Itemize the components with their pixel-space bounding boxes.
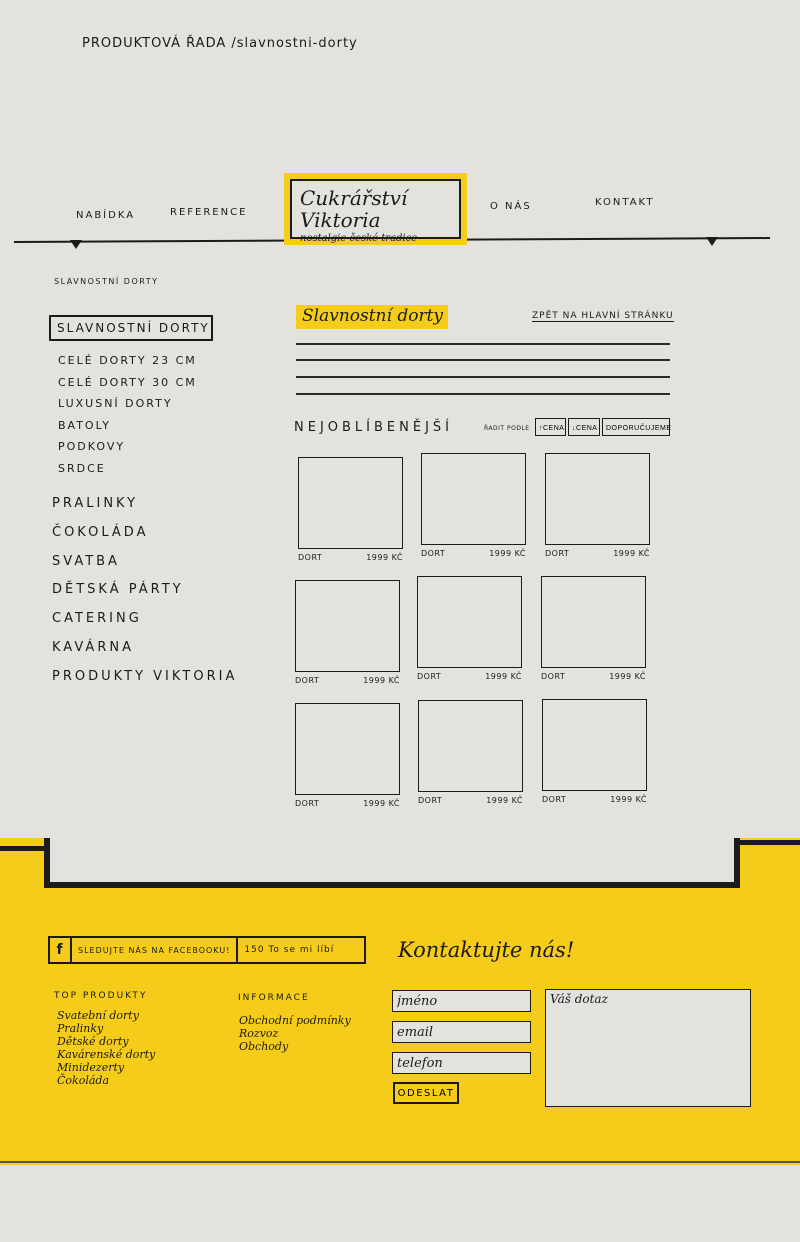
nav-item-reference[interactable]: REFERENCE [170, 207, 248, 218]
text-placeholder-line [296, 359, 670, 361]
sidebar-item[interactable]: PRALINKY [52, 496, 139, 511]
contact-title: Kontaktujte nás! [398, 938, 575, 962]
product-name: DORT [541, 672, 566, 681]
nav-item-kontakt[interactable]: KONTAKT [595, 197, 655, 208]
product-name: DORT [417, 672, 442, 681]
product-image [541, 576, 646, 668]
footer-link[interactable]: Pralinky [57, 1022, 104, 1035]
sidebar-item[interactable]: ČOKOLÁDA [52, 524, 149, 540]
nav-item-nabidka[interactable]: NABÍDKA [76, 210, 136, 221]
product-price: 1999 KČ [489, 549, 526, 558]
product-name: DORT [421, 549, 446, 558]
phone-field[interactable] [392, 1052, 531, 1074]
sidebar-subitem[interactable]: BATOLY [58, 418, 111, 432]
product-card[interactable] [421, 453, 526, 558]
page-label: PRODUKTOVÁ ŘADA /slavnostni-dorty [82, 36, 358, 51]
product-card[interactable] [295, 580, 400, 685]
footer-link[interactable]: Obchodní podmínky [239, 1014, 351, 1027]
logo-title: Cukrářství Viktoria [300, 186, 408, 232]
sidebar-subitem[interactable]: PODKOVY [58, 440, 126, 453]
sort-label: ŘADIT PODLE [484, 425, 530, 432]
product-price: 1999 KČ [486, 796, 523, 805]
facebook-icon: f [50, 938, 72, 962]
product-price: 1999 KČ [609, 672, 646, 681]
nav-marker-right [706, 237, 718, 246]
product-price: 1999 KČ [366, 553, 403, 562]
product-price: 1999 KČ [363, 799, 400, 808]
footer-link[interactable]: Kavárenské dorty [57, 1048, 156, 1061]
product-price: 1999 KČ [610, 795, 647, 804]
message-field[interactable] [545, 989, 751, 1107]
name-field[interactable] [392, 990, 531, 1012]
sidebar-item[interactable]: DĚTSKÁ PÁRTY [52, 582, 184, 598]
info-links [239, 1014, 351, 1053]
footer [0, 838, 800, 1165]
product-price: 1999 KČ [613, 549, 650, 558]
text-placeholder-line [296, 376, 670, 378]
top-products-title: TOP PRODUKTY [54, 991, 148, 1001]
product-name: DORT [298, 553, 323, 562]
top-products-links [57, 1009, 155, 1087]
sidebar-item[interactable]: SVATBA [52, 553, 120, 569]
breadcrumb[interactable]: SLAVNOSTNÍ DORTY [54, 277, 159, 286]
sort-price-desc-button[interactable]: ↓CENA [568, 418, 600, 436]
product-image [545, 453, 650, 545]
product-card[interactable] [545, 453, 650, 558]
footer-notch [44, 838, 740, 888]
sidebar-item[interactable]: CATERING [52, 611, 142, 627]
sidebar-item-active[interactable]: SLAVNOSTNÍ DORTY [49, 315, 213, 341]
email-field[interactable] [392, 1021, 531, 1043]
sidebar-sublist [58, 354, 197, 483]
back-link[interactable]: ZPĚT NA HLAVNÍ STRÁNKU [532, 311, 674, 321]
product-image [418, 700, 523, 792]
sidebar-subitem[interactable]: CELÉ DORTY 30 CM [58, 375, 197, 389]
sidebar-mainlist [52, 496, 237, 698]
facebook-like-count[interactable]: 150 To se mi líbí [244, 945, 335, 955]
product-name: DORT [418, 796, 443, 805]
product-image [542, 699, 647, 791]
product-image [421, 453, 526, 545]
sort-price-asc-button[interactable]: ↑CENA [535, 418, 566, 436]
product-image [417, 576, 522, 668]
info-title: INFORMACE [238, 993, 310, 1003]
sort-recommended-button[interactable]: DOPORUČUJEME [602, 418, 670, 436]
product-card[interactable] [541, 576, 646, 681]
text-placeholder-line [296, 393, 670, 395]
product-name: DORT [295, 676, 320, 685]
product-image [298, 457, 403, 549]
product-card[interactable] [542, 699, 647, 804]
product-name: DORT [545, 549, 570, 558]
footer-link[interactable]: Čokoláda [57, 1074, 110, 1087]
product-card[interactable] [418, 700, 523, 805]
sidebar-subitem[interactable]: SRDCE [58, 461, 106, 475]
sidebar-subitem[interactable]: LUXUSNÍ DORTY [58, 397, 173, 410]
product-name: DORT [542, 795, 567, 804]
nav-marker-left [70, 240, 82, 249]
product-image [295, 703, 400, 795]
product-card[interactable] [417, 576, 522, 681]
footer-bottom-line [0, 1161, 800, 1163]
logo-subtitle: nostalgie české tradice [300, 233, 418, 244]
sidebar-item[interactable]: PRODUKTY VIKTORIA [52, 668, 238, 684]
page-title: Slavnostní dorty [302, 306, 444, 326]
product-card[interactable] [298, 457, 403, 562]
sidebar-item[interactable]: KAVÁRNA [52, 639, 134, 655]
facebook-widget[interactable] [48, 936, 366, 964]
sidebar-subitem[interactable]: CELÉ DORTY 23 CM [58, 354, 197, 367]
footer-link[interactable]: Svatební dorty [57, 1009, 139, 1022]
submit-button[interactable]: ODESLAT [393, 1082, 459, 1104]
footer-link[interactable]: Minidezerty [57, 1061, 125, 1074]
product-price: 1999 KČ [485, 672, 522, 681]
product-card[interactable] [295, 703, 400, 808]
footer-link[interactable]: Rozvoz [239, 1027, 279, 1040]
logo[interactable] [284, 173, 467, 245]
product-price: 1999 KČ [363, 676, 400, 685]
section-heading: NEJOBLÍBENĚJŠÍ [294, 420, 453, 435]
facebook-follow-text: SLEDUJTE NÁS NA FACEBOOKU! [72, 938, 238, 962]
footer-link[interactable]: Dětské dorty [57, 1035, 129, 1048]
footer-link[interactable]: Obchody [239, 1040, 289, 1053]
nav-item-o-nas[interactable]: O NÁS [490, 201, 532, 212]
product-image [295, 580, 400, 672]
footer-edge-left [0, 846, 44, 851]
product-name: DORT [295, 799, 320, 808]
text-placeholder-line [296, 343, 670, 345]
footer-edge-right [740, 840, 800, 845]
